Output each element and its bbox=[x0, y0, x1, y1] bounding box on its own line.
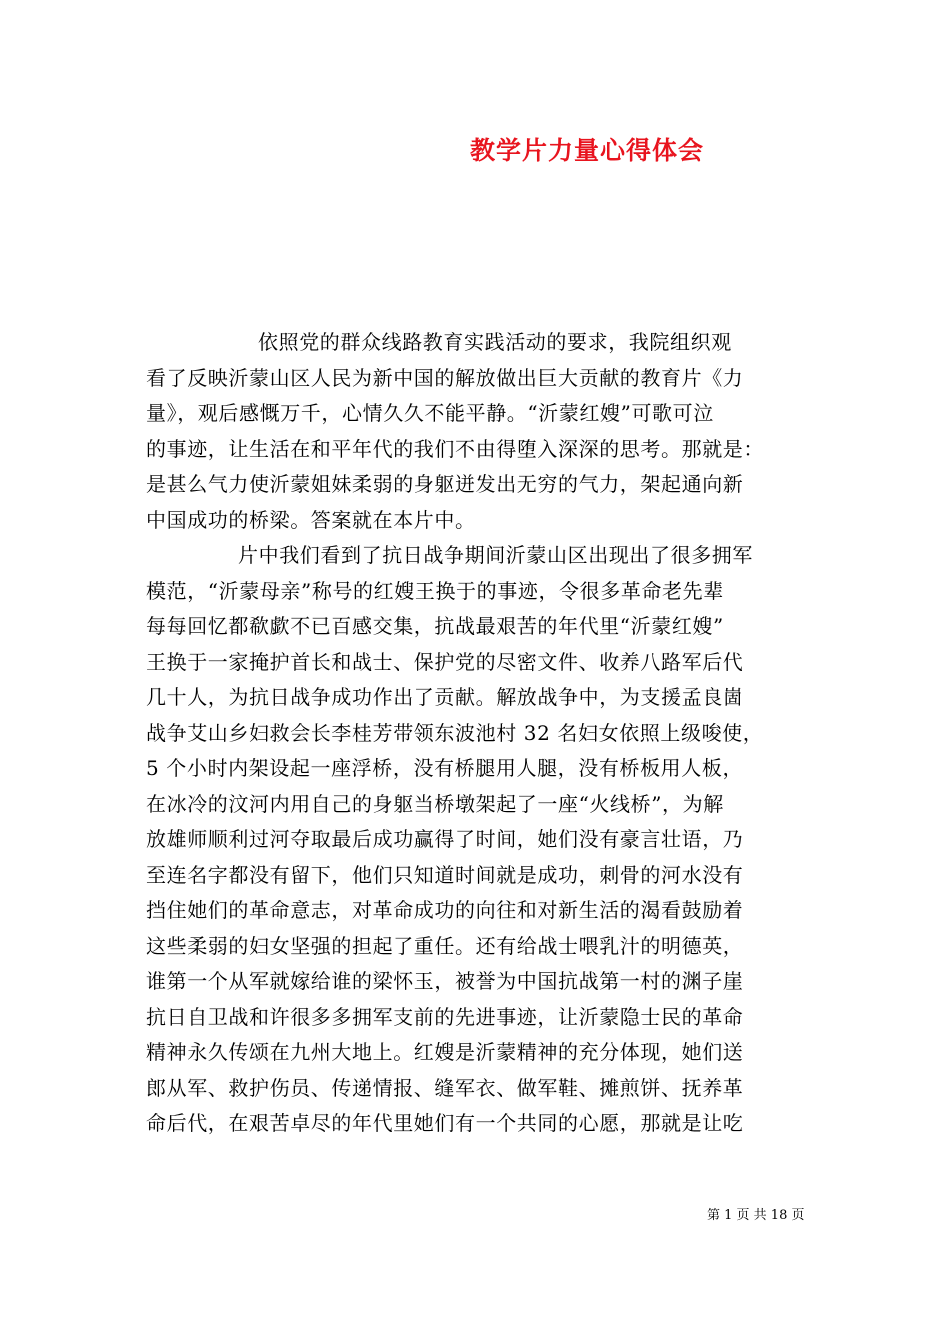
paragraph-line: 抗日自卫战和许很多多拥军支前的先进事迹，让沂蒙隐士民的革命 bbox=[146, 1004, 744, 1029]
paragraph-line: 谁第一个从军就嫁给谁的梁怀玉，被誉为中国抗战第一村的渊子崖 bbox=[146, 969, 744, 993]
paragraph-line: 挡住她们的革命意志，对革命成功的向往和对新生活的渴看鼓励着 bbox=[146, 898, 744, 922]
paragraph-line: 的事迹，让生活在和平年代的我们不由得堕入深深的思考。那就是： bbox=[146, 436, 764, 461]
paragraph-line: 这些柔弱的妇女坚强的担起了重任。还有给战士喂乳汁的明德英， bbox=[146, 933, 744, 958]
paragraph-line: 战争艾山乡妇救会长李桂芳带领东波池村 32 名妇女依照上级唆使， bbox=[146, 720, 764, 745]
document-title: 教学片力量心得体会 bbox=[470, 136, 705, 165]
paragraph-line: 是甚么气力使沂蒙姐妹柔弱的身躯迸发出无穷的气力，架起通向新 bbox=[146, 472, 744, 496]
paragraph-line: 在冰冷的汶河内用自己的身躯当桥墩架起了一座“火线桥”，为解 bbox=[146, 791, 724, 816]
paragraph-line: 精神永久传颂在九州大地上。红嫂是沂蒙精神的充分体现，她们送 bbox=[146, 1040, 744, 1064]
paragraph-line: 每每回忆都欷歔不已百感交集，抗战最艰苦的年代里“沂蒙红嫂” bbox=[146, 614, 724, 638]
document-body bbox=[146, 325, 822, 1142]
paragraph-line: 依照党的群众线路教育实践活动的要求，我院组织观 bbox=[258, 330, 732, 354]
paragraph-line: 放雄师顺利过河夺取最后成功赢得了时间，她们没有豪言壮语，乃 bbox=[146, 827, 744, 851]
paragraph-line: 模范，“沂蒙母亲”称号的红嫂王换于的事迹，令很多革命老先辈 bbox=[146, 578, 724, 603]
paragraph-line: 王换于一家掩护首长和战士、保护党的尽密文件、收养八路军后代 bbox=[146, 649, 744, 674]
paragraph-line: 命后代，在艰苦卓尽的年代里她们有一个共同的心愿，那就是让吃 bbox=[146, 1111, 744, 1135]
paragraph-line: 至连名字都没有留下，他们只知道时间就是成功，刺骨的河水没有 bbox=[146, 862, 744, 887]
paragraph-line: 5 个小时内架设起一座浮桥，没有桥腿用人腿，没有桥板用人板， bbox=[146, 756, 744, 780]
paragraph-line: 几十人，为抗日战争成功作出了贡献。解放战争中，为支援孟良崮 bbox=[146, 685, 744, 709]
paragraph-line: 量》，观后感慨万千，心情久久不能平静。“沂蒙红嫂”可歌可泣 bbox=[146, 401, 714, 425]
paragraph-line: 中国成功的桥梁。答案就在本片中。 bbox=[146, 507, 476, 532]
paragraph-line: 郎从军、救护伤员、传递情报、缝军衣、做军鞋、摊煎饼、抚养革 bbox=[146, 1075, 744, 1100]
paragraph-line: 片中我们看到了抗日战争期间沂蒙山区出现出了很多拥军 bbox=[238, 543, 753, 567]
page-number-footer: 第 1 页 共 18 页 bbox=[707, 1208, 805, 1223]
paragraph-line: 看了反映沂蒙山区人民为新中国的解放做出巨大贡献的教育片《力 bbox=[146, 365, 744, 390]
